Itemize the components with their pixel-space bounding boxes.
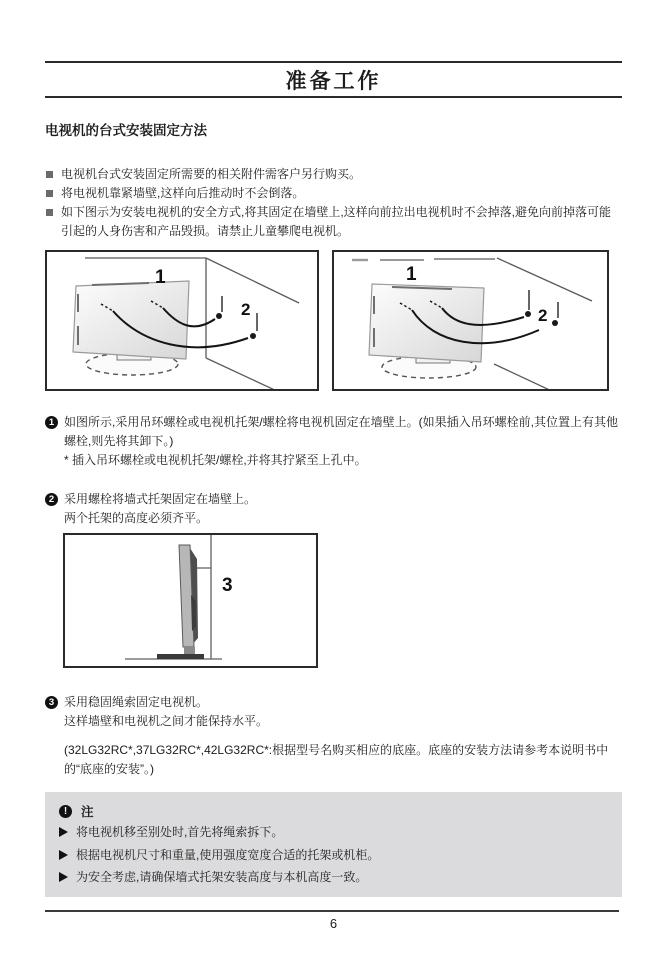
page-title-band	[45, 61, 622, 98]
step-2	[45, 490, 622, 528]
note-item	[59, 867, 608, 888]
note-item-text: 根据电视机尺寸和重量,使用强度宽度合适的托架或机柜。	[76, 847, 380, 862]
arrow-right-icon	[59, 872, 68, 882]
footer-divider	[45, 910, 619, 912]
note-box	[45, 792, 622, 897]
model-compatibility-note: (32LG32RC*,37LG32RC*,42LG32RC*:根据型号名购买相应的底座。底座的安装方法请参考本说明书中的“底座的安装”。)	[64, 743, 609, 776]
step-1-note: * 插入吊环螺栓或电视机托架/螺栓,并将其拧紧至上孔中。	[64, 453, 367, 467]
figure-tv-side	[63, 533, 318, 668]
arrow-right-icon	[59, 827, 68, 837]
arrow-right-icon	[59, 850, 68, 860]
step-2-note: 两个托架的高度必须齐平。	[64, 511, 209, 525]
bullet-text: 如下图示为安装电视机的安全方式,将其固定在墙壁上,这样向前拉出电视机时不会掉落,避免向前掉落可能引起的人身伤害和产品毁损。请禁止儿童攀爬电视机。	[61, 205, 612, 238]
list-item	[45, 184, 622, 203]
figure-side-wrap	[63, 533, 622, 668]
step-3-note: 这样墙壁和电视机之间才能保持水平。	[64, 714, 269, 728]
section-title: 电视机的台式安装固定方法	[45, 123, 207, 138]
step-3-text: 采用稳固绳索固定电视机。	[64, 695, 209, 709]
step-1-text: 如图所示,采用吊环螺栓或电视机托架/螺栓将电视机固定在墙壁上。(如果插入吊环螺栓前,其位置上有其他螺栓,则先将其卸下。)	[64, 415, 619, 448]
square-bullet-icon	[46, 209, 53, 216]
square-bullet-icon	[46, 171, 53, 178]
callout-2: 2	[241, 300, 251, 319]
bullet-text: 电视机台式安装固定所需要的相关附件需客户另行购买。	[61, 167, 362, 181]
figure-tv-corner	[332, 250, 609, 391]
step-3-number-badge: 3	[45, 696, 58, 709]
note-item-text: 将电视机移至别处时,首先将绳索拆下。	[76, 825, 284, 839]
note-header	[59, 802, 608, 820]
list-item	[45, 203, 622, 241]
page-title: 准备工作	[285, 69, 382, 93]
step-1-number-badge: 1	[45, 416, 58, 429]
tv-side-profile	[157, 545, 204, 659]
figure-tv-wall	[45, 250, 319, 391]
square-bullet-icon	[46, 190, 53, 197]
note-item-text: 为安全考虑,请确保墙式托架安装高度与本机高度一致。	[76, 870, 368, 884]
tv-corner-illustration	[334, 252, 607, 389]
bullet-text: 将电视机靠紧墙壁,这样向后推动时不会倒落。	[61, 186, 305, 200]
step-3	[45, 693, 622, 731]
list-item	[45, 165, 622, 184]
callout-1: 1	[406, 264, 417, 285]
tv-wall-illustration	[47, 252, 317, 389]
note-title: 注	[81, 805, 94, 819]
bullet-list	[45, 165, 622, 241]
figure-row	[45, 250, 622, 391]
exclamation-icon: !	[59, 805, 72, 818]
callout-2: 2	[538, 306, 548, 325]
wall-screws	[216, 296, 257, 339]
callout-1: 1	[155, 267, 166, 288]
note-item	[59, 822, 608, 843]
step-1	[45, 413, 622, 470]
step-2-text: 采用螺栓将墙式托架固定在墙壁上。	[64, 492, 257, 506]
tv-side-illustration	[65, 535, 316, 666]
note-item	[59, 845, 608, 866]
callout-3: 3	[222, 575, 233, 596]
tv-back-panel	[73, 281, 189, 359]
wall-and-floor-lines	[125, 535, 222, 659]
step-2-number-badge: 2	[45, 493, 58, 506]
page-number: 6	[329, 916, 338, 931]
